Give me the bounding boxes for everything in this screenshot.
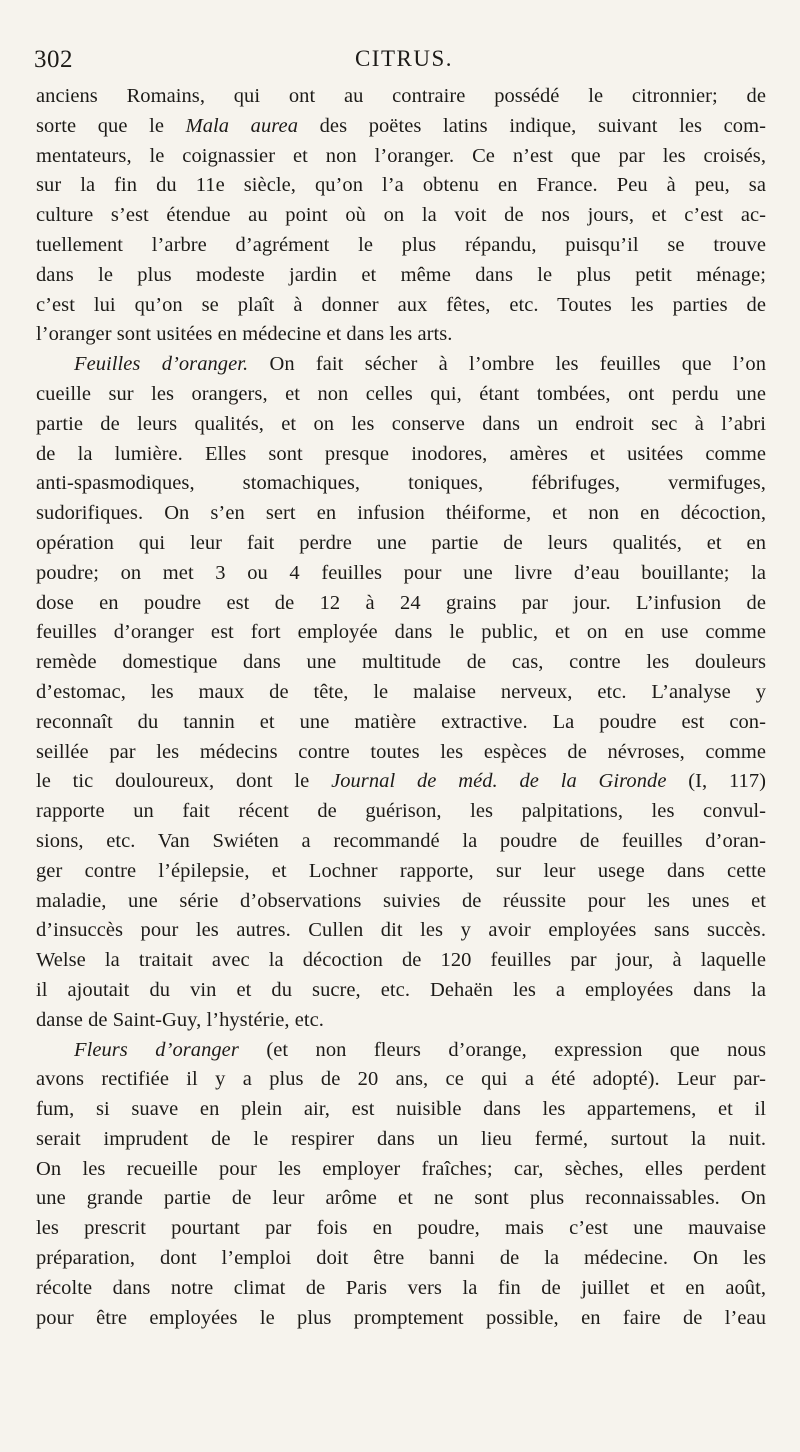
text-line: c’est lui qu’on se plaît à donner aux fêtes, etc. Toutes les parties de — [36, 293, 766, 316]
text-line: il ajoutait du vin et du sucre, etc. Dehaën les a employées dans la — [36, 978, 766, 1001]
page-number: 302 — [34, 46, 73, 73]
text-line: rapporte un fait récent de guérison, les palpitations, les convul- — [36, 800, 766, 823]
text-line: cueille sur les orangers, et non celles qui, étant tombées, ont perdu une — [36, 382, 766, 405]
text-line: tuellement l’arbre d’agrément le plus répandu, puisqu’il se trouve — [36, 233, 766, 256]
text-line: On les recueille pour les employer fraîches; car, sèches, elles perdent — [36, 1157, 766, 1180]
text-line: une grande partie de leur arôme et ne sont plus reconnaissables. On — [36, 1187, 766, 1210]
text-line: maladie, une série d’observations suivies de réussite pour les unes et — [36, 889, 766, 912]
text-line: préparation, dont l’emploi doit être banni de la médecine. On les — [36, 1247, 766, 1270]
text-line: ger contre l’épilepsie, et Lochner rapporte, sur leur usege dans cette — [36, 859, 766, 882]
italic-phrase: Journal de méd. de la Gironde — [331, 770, 667, 793]
text-line: opération qui leur fait perdre une partie de leurs qualités, et en — [36, 531, 766, 554]
text-line: fum, si suave en plein air, est nuisible dans les appartemens, et il — [36, 1098, 766, 1121]
italic-phrase: Mala aurea — [185, 114, 298, 137]
text-line: le tic douloureux, dont le Journal de méd. de la Gironde (I, 117) — [36, 770, 766, 793]
text-line: poudre; on met 3 ou 4 feuilles pour une livre d’eau bouillante; la — [36, 561, 766, 584]
text-line: mentateurs, le coignassier et non l’oranger. Ce n’est que par les croisés, — [36, 144, 766, 167]
text-line: remède domestique dans une multitude de cas, contre les douleurs — [36, 651, 766, 674]
text-line: dose en poudre est de 12 à 24 grains par jour. L’infusion de — [36, 591, 766, 614]
text-line: sudorifiques. On s’en sert en infusion théiforme, et non en décoction, — [36, 502, 766, 525]
text-line: récolte dans notre climat de Paris vers la fin de juillet et en août, — [36, 1276, 766, 1299]
text-line: anti-spasmodiques, stomachiques, toniques, fébrifuges, vermifuges, — [36, 472, 766, 495]
text-line: feuilles d’oranger est fort employée dans le public, et on en use comme — [36, 621, 766, 644]
italic-phrase: Fleurs d’oranger — [74, 1038, 239, 1061]
text-line: avons rectifiée il y a plus de 20 ans, ce qui a été adopté). Leur par- — [36, 1068, 766, 1091]
text-line: serait imprudent de le respirer dans un lieu fermé, surtout la nuit. — [36, 1127, 766, 1150]
running-head: CITRUS. — [354, 46, 454, 71]
page-header — [34, 46, 774, 80]
text-line: danse de Saint-Guy, l’hystérie, etc. — [36, 1008, 324, 1031]
body-text — [36, 82, 766, 1333]
text-line: Welse la traitait avec la décoction de 120 feuilles par jour, à laquelle — [36, 949, 766, 972]
text-line: sorte que le Mala aurea des poëtes latins indique, suivant les com- — [36, 114, 766, 137]
text-line: d’insuccès pour les autres. Cullen dit les y avoir employées sans succès. — [36, 919, 766, 942]
text-line: dans le plus modeste jardin et même dans le plus petit ménage; — [36, 263, 766, 286]
text-line: reconnaît du tannin et une matière extractive. La poudre est con- — [36, 710, 766, 733]
text-line: les prescrit pourtant par fois en poudre, mais c’est une mauvaise — [36, 1217, 766, 1240]
text-line: anciens Romains, qui ont au contraire possédé le citronnier; de — [36, 85, 766, 107]
italic-phrase: Feuilles d’oranger. — [74, 353, 249, 376]
text-line: pour être employées le plus promptement possible, en faire de l’eau — [36, 1306, 766, 1329]
text-line: Fleurs d’oranger (et non fleurs d’orange, expression que nous — [74, 1038, 767, 1061]
text-line: l’oranger sont usitées en médecine et dans les arts. — [36, 323, 453, 346]
text-line: de la lumière. Elles sont presque inodores, amères et usitées comme — [36, 442, 766, 465]
text-line: Feuilles d’oranger. On fait sécher à l’ombre les feuilles que l’on — [74, 353, 767, 376]
text-line: seillée par les médecins contre toutes les espèces de névroses, comme — [36, 740, 766, 763]
text-line: sions, etc. Van Swiéten a recommandé la poudre de feuilles d’oran- — [36, 829, 766, 852]
text-line: partie de leurs qualités, et on les conserve dans un endroit sec à l’abri — [36, 412, 766, 435]
text-line: sur la fin du 11e siècle, qu’on l’a obtenu en France. Peu à peu, sa — [36, 174, 766, 197]
text-line: d’estomac, les maux de tête, le malaise nerveux, etc. L’analyse y — [36, 680, 766, 703]
text-line: culture s’est étendue au point où on la voit de nos jours, et c’est ac- — [36, 204, 766, 227]
